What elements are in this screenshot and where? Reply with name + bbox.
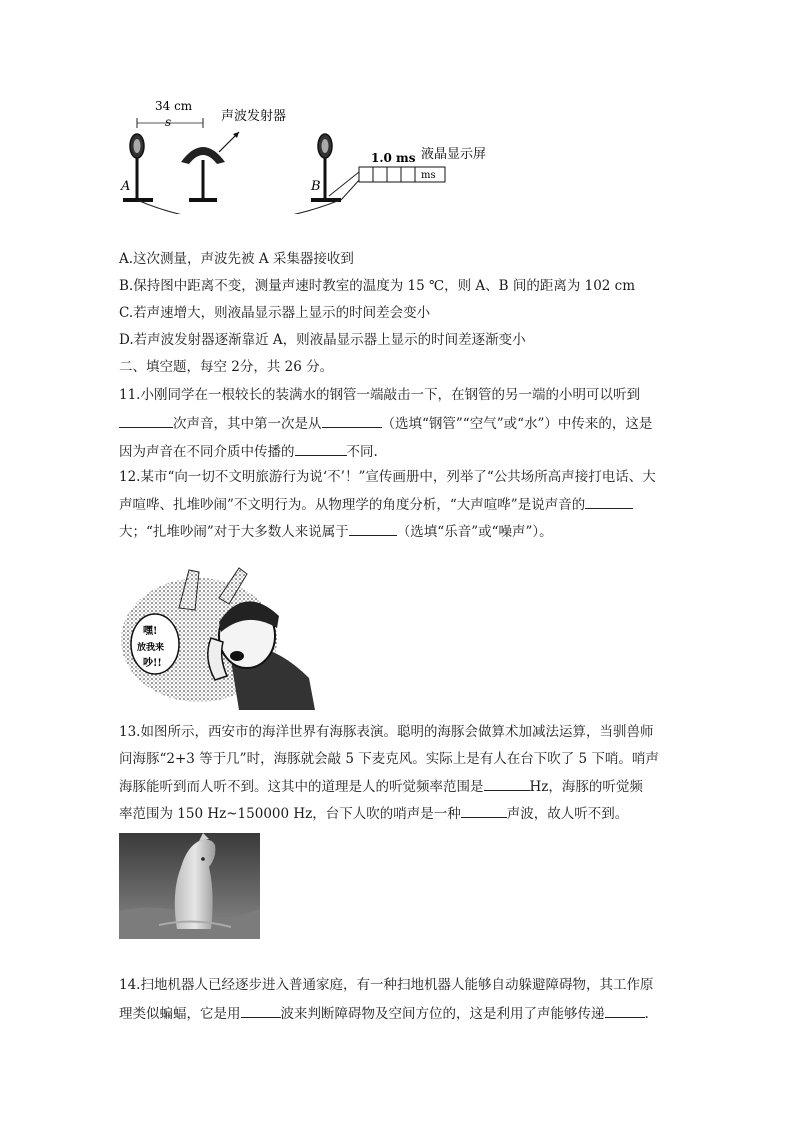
question-14-line-2: 理类似蝙蝠，它是用 波来判断障碍物及空间方位的，这是利用了声能够传递 . (119, 1003, 649, 1024)
question-11-line-3: 因为声音在不同介质中传播的 不同. (119, 441, 378, 462)
option-d: D.若声波发射器逐渐靠近 A，则液晶显示器上显示的时间差逐渐变小 (119, 332, 526, 348)
question-12-line-1: 12.某市“向一切不文明旅游行为说‘不’！”宣传画册中，列举了“公共场所高声接打电话、大 (119, 469, 656, 485)
answer-blank[interactable] (585, 494, 633, 509)
answer-blank[interactable] (484, 776, 530, 791)
noisy-crowd-illustration (119, 558, 315, 710)
display-screen-label: 液晶显示屏 (421, 147, 487, 162)
question-13-line-3: 海豚能听到而人听不到。这其中的道理是人的听觉频率范围是 Hz，海豚的听觉频 (119, 776, 643, 797)
question-14-line-1: 14.扫地机器人已经逐步进入普通家庭，有一种扫地机器人能够自动躲避障碍物，其工作原 (119, 977, 654, 993)
option-a: A.这次测量，声波先被 A 采集器接收到 (119, 251, 354, 267)
s-label: s (165, 115, 172, 129)
bubble-text: 放我来 (137, 643, 165, 653)
collector-a-head (134, 139, 141, 153)
bubble-text: 嘿! (143, 626, 158, 637)
question-11-line-1: 11.小刚同学在一根较长的装满水的钢管一端敲击一下，在钢管的另一端的小明可以听到 (119, 387, 640, 403)
answer-blank[interactable] (461, 803, 507, 818)
display-reading: 1.0 ms (371, 151, 416, 165)
wire (137, 200, 340, 214)
answer-blank[interactable] (241, 1003, 281, 1018)
man-mouth (230, 651, 244, 661)
answer-blank[interactable] (322, 413, 382, 428)
wire (329, 172, 359, 196)
answer-blank[interactable] (295, 441, 347, 456)
answer-blank[interactable] (605, 1003, 645, 1018)
collector-b-head (322, 139, 329, 153)
question-12-line-2: 声喧哗、扎堆吵闹”不文明行为。从物理学的角度分析，“大声喧哗”是说声音的 (119, 494, 633, 515)
option-b: B.保持图中距离不变，测量声速时教室的温度为 15 ℃，则 A、B 间的距离为 102 cm (119, 278, 636, 294)
question-13-line-4: 率范围为 150 Hz~150000 Hz，台下人吹的哨声是一种 声波，故人听不到。 (119, 803, 628, 824)
question-11-line-2: 次声音，其中第一次是从 （选填“钢管”“空气”或“水”）中传来的，这是 (119, 413, 652, 434)
collector-a-label: A (121, 179, 131, 194)
wire (341, 178, 361, 200)
bubble-text: 吵!! (143, 658, 162, 669)
distance-label: 34 cm (155, 99, 193, 113)
dolphin-photo (119, 833, 260, 939)
question-12-line-3: 大；“扎堆吵闹”对于大多数人来说属于 （选填“乐音”或“噪声”）。 (119, 521, 553, 542)
sound-speed-apparatus-figure (115, 92, 495, 214)
question-13-line-2: 问海豚“2+3 等于几”时，海豚就会敲 5 下麦克风。实际上是有人在台下吹了 5 下哨。哨声 (119, 751, 659, 767)
answer-blank[interactable] (119, 413, 173, 428)
emitter-label: 声波发射器 (221, 109, 287, 124)
answer-blank[interactable] (349, 521, 397, 536)
display-unit: ms (421, 170, 436, 181)
option-c: C.若声速增大，则液晶显示器上显示的时间差会变小 (119, 305, 431, 321)
dolphin-eye (201, 857, 205, 861)
section-title: 二、填空题，每空 2分，共 26 分。 (119, 359, 334, 375)
collector-b-label: B (311, 179, 321, 194)
question-13-line-1: 13.如图所示，西安市的海洋世界有海豚表演。聪明的海豚会做算术加减法运算，当驯兽师 (119, 724, 654, 740)
